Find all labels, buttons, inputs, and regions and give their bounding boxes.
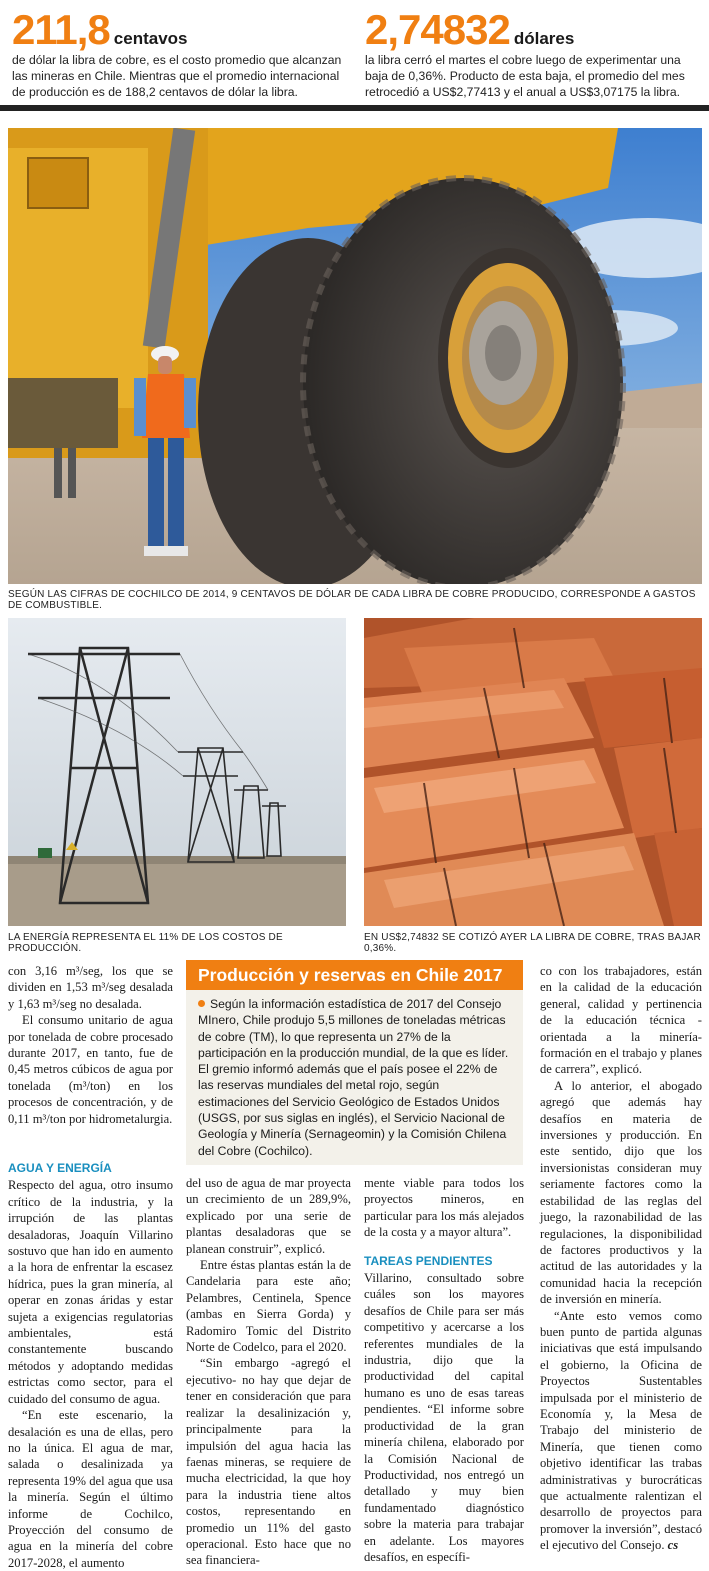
mining-truck-photo [8, 128, 702, 584]
col2-p1: del uso de agua de mar proyecta un crecimiento de un 289,9%, explicado por una serie de plantas desaladoras que se planean construir”, explicó. [186, 1176, 351, 1256]
power-towers-photo [8, 618, 346, 926]
column-1 [8, 963, 173, 1127]
column-4 [540, 963, 702, 1554]
caption-towers: LA ENERGÍA REPRESENTA EL 11% DE LOS COSTOS DE PRODUCCIÓN. [8, 932, 283, 954]
stat-right-text: la libra cerró el martes el cobre luego de experimentar una baja de 0,36%. Producto de esta baja, el promedio del mes retrocedió a US$2,77413 y el anual a US$3,07175 la libra. [365, 53, 685, 99]
col1-p4: “En este escenario, la desalación es una de ellas, pero no la única. El agua de mar, salada o desalinizada ya representa 19% del agua que usa la minería. Según el último informe de Cochilco, Proyección del consumo de agua en la minería del cobre 2017-2028, el aumento [8, 1408, 173, 1570]
bullet-dot [198, 1000, 205, 1007]
subhead-tareas-pendientes: TAREAS PENDIENTES [364, 1253, 493, 1268]
col3-p1: mente viable para todos los proyectos mineros, en particular para los más alejados de la costa y a mayor altura”. [364, 1176, 524, 1240]
copper-cathodes-photo [364, 618, 702, 926]
stat-right-unit: dólares [513, 29, 575, 48]
col2-p3: “Sin embargo -agregó el ejecutivo- no hay que dejar de tener en consideración que para realizar la desalinización y, principalmente para la impulsión del agua hacia las faenas mineras, se requiere de mucha electricidad, la que hoy para la industria tiene altos costos, representando en promedio un 11% del gasto operacional. Esto hace que no sea financiera- [186, 1356, 351, 1568]
col4-p1: co con los trabajadores, están en la calidad de la educación general, calidad y pertinencia de la educación técnica -orientada a la minería- formación en el trabajo y planes de carrera”, explicó. [540, 964, 702, 1077]
stat-left-text: de dólar la libra de cobre, es el costo promedio que alcanzan las mineras en Chile. Mientras que el promedio internacional de producción es de 188,2 centavos de dólar la libra. [12, 53, 342, 99]
stat-left-value: 211,8 [12, 6, 110, 53]
col2-p2: Entre éstas plantas están la de Candelaria para este año; Pelambres, Centinela, Spence (ambas en Sierra Gorda) y Radomiro Tomic del Distrito Norte de Codelco, para el 2020. [186, 1258, 351, 1355]
column-3 [364, 1175, 524, 1565]
end-mark: cs [667, 1538, 679, 1553]
stat-left [12, 6, 352, 53]
col3-p2: Villarino, consultado sobre cuáles son los mayores desafíos de Chile para ser más competitivo y acercarse a los referentes mundiales de la industria, dijo que la productividad del capital humano es uno de esas tareas pendientes. “El informe sobre productividad de la gran minería chilena, elaborado por la Comisión Nacional de Productividad, nos entregó un detallado y muy bien fundamentado diagnóstico sobre la materia para trabajar en adelante. Los mayores desafíos, en específi- [364, 1271, 524, 1564]
subhead-agua-energia: AGUA Y ENERGÍA [8, 1161, 112, 1175]
info-box-body [186, 990, 523, 1165]
col1-p2: El consumo unitario de agua por tonelada de cobre procesado durante 2017, en tanto, fue de 0,45 metros cúbicos de agua por tonelada (m³/ton) en los procesos de concentración, y de 0,11 m³/ton por hidrometalurgia. [8, 1013, 173, 1126]
col4-p2: A lo anterior, el abogado agregó que además hay desafíos en materia de inversiones y producción. En este sentido, dijo que los inversionistas consideran muy seriamente factores como la estabilidad de las reglas del juego, la razonabilidad de las regulaciones, la disponibilidad de factores productivos y la actitud de las autoridades y la comunidad hacia la recepción de inversión en minería. [540, 1078, 702, 1307]
column-2 [186, 1175, 351, 1569]
stat-right-value: 2,74832 [365, 6, 510, 53]
info-box-title: Producción y reservas en Chile 2017 [186, 960, 523, 990]
column-1-lower [8, 1160, 173, 1571]
info-box-text: Según la información estadística de 2017 del Consejo MInero, Chile produjo 5,5 millones de toneladas métricas de cobre (TM), lo que representa un 27% de la participación en la producción mundial, de la que es líder. El gremio informó además que el país posee el 22% de las reservas mundiales del metal rojo, según estimaciones del Servicio Geológico de Estados Unidos (USGS, por sus siglas en inglés), el Servicio Nacional de Geología y Minería (Sernageomin) y la Comisión Chilena del Cobre (Cochilco). [198, 997, 509, 1158]
col1-p1: con 3,16 m³/seg, los que se dividen en 1,53 m³/seg desalada y 1,63 m³/seg no desalada. [8, 964, 173, 1011]
col4-p3 [540, 1308, 702, 1554]
top-rule [0, 105, 709, 111]
col4-p3-text: “Ante esto vemos como buen punto de partida algunas iniciativas que está impulsando el gobierno, la Oficina de Proyectos Sustentables impulsada por el ministerio de Economía y, la Mesa de Trabajo del ministerio de Minería, que tienen como objetivo identificar las trabas administrativas y burocráticas que actualmente ralentizan el desarrollo de proyectos para promover la inversión”, destacó el ejecutivo del Consejo. [540, 1308, 702, 1553]
col1-p3: Respecto del agua, otro insumo crítico de la industria, y la irrupción de las plantas desaladoras, Joaquín Villarino sostuvo que han ido en aumento a la hora de enfrentar la escasez hídrica, pues la gran minería, al operar en zonas áridas y estar sujeta a exigencias regulatorias ambientales, está constantemente buscando métodos y adoptando medidas estrictas como sector, para el cuidado del consumo de agua. [8, 1178, 173, 1406]
caption-copper: EN US$2,74832 SE COTIZÓ AYER LA LIBRA DE COBRE, TRAS BAJAR 0,36%. [364, 932, 701, 954]
info-box [186, 960, 523, 1165]
caption-main: SEGÚN LAS CIFRAS DE COCHILCO DE 2014, 9 CENTAVOS DE DÓLAR DE CADA LIBRA DE COBRE PRODUCIDO, CORRESPONDE A GASTOS DE COMBUSTIBLE. [8, 589, 696, 611]
stat-left-unit: centavos [113, 29, 188, 48]
stat-right [365, 6, 705, 53]
